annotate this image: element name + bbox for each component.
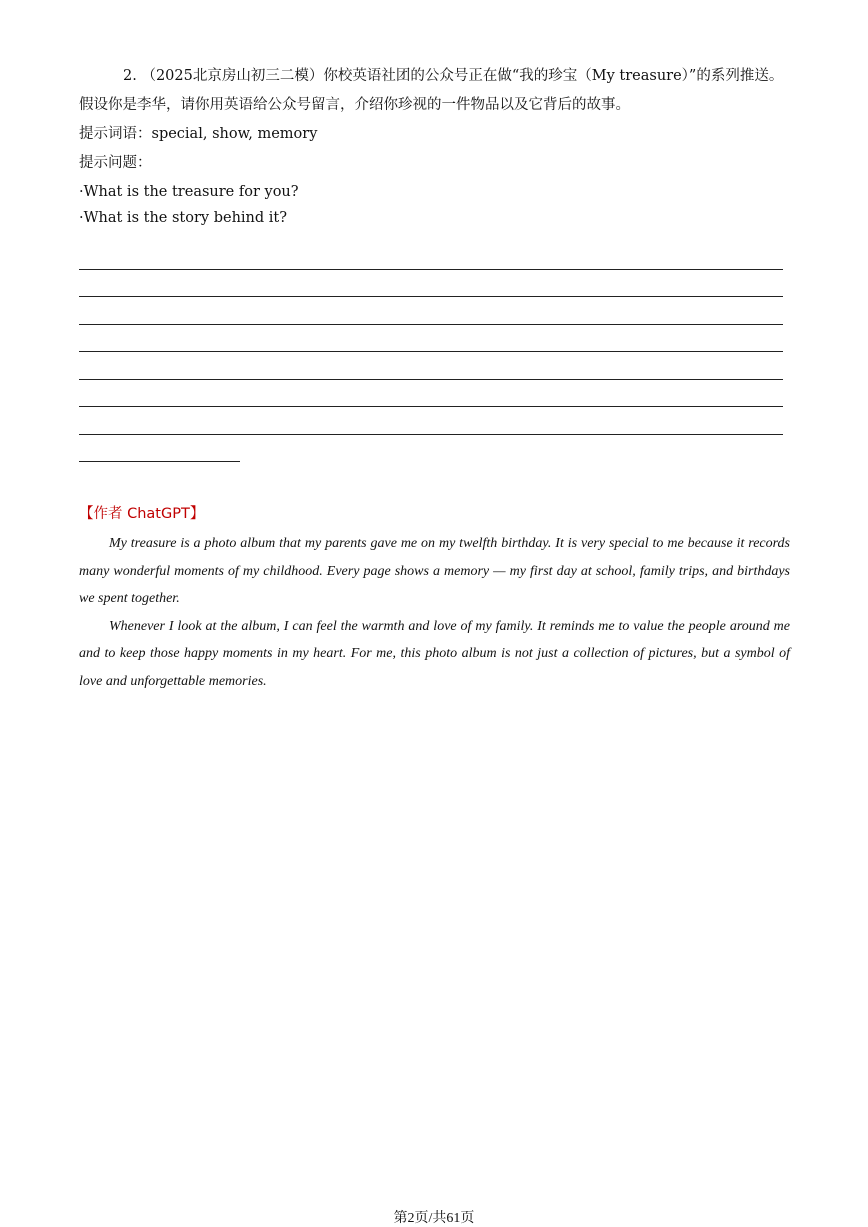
hint-questions-label: 提示问题：: [79, 155, 152, 171]
essay-paragraph-1: My treasure is a photo album that my parents gave me on my twelfth birthday. It is very special to me because it records many wonderful moments of my childhood. Every page shows a memory — my first day at school, family trips, and birthdays we spent together.: [79, 536, 790, 606]
answer-line: [79, 325, 783, 353]
sample-essay: [79, 530, 790, 695]
hint-question-1: ·What is the treasure for you?: [79, 184, 299, 200]
hint-words: 提示词语：special, show, memory: [79, 126, 318, 142]
answer-lines: [79, 242, 783, 462]
answer-line: [79, 242, 783, 270]
question-prompt-line2: 假设你是李华，请你用英语给公众号留言，介绍你珍视的一件物品以及它背后的故事。: [79, 97, 630, 113]
author-label: 【作者 ChatGPT】: [79, 506, 205, 522]
question-block: [79, 62, 791, 233]
answer-line: [79, 352, 783, 380]
page-number: 第2页/共61页: [393, 1211, 475, 1226]
hint-question-2: ·What is the story behind it?: [79, 210, 288, 226]
answer-line: [79, 380, 783, 408]
answer-line-short: [79, 435, 240, 463]
essay-paragraph-2: Whenever I look at the album, I can feel the warmth and love of my family. It reminds me to value the people around me and to keep those happy moments in my heart. For me, this photo album is not just a collection of pictures, but a symbol of love and unforgettable memories.: [79, 618, 790, 689]
answer-line: [79, 270, 783, 298]
answer-line: [79, 297, 783, 325]
question-prompt-line1: 2. （2025北京房山初三二模）你校英语社团的公众号正在做“我的珍宝（My treasure）”的系列推送。: [123, 68, 784, 84]
answer-line: [79, 407, 783, 435]
